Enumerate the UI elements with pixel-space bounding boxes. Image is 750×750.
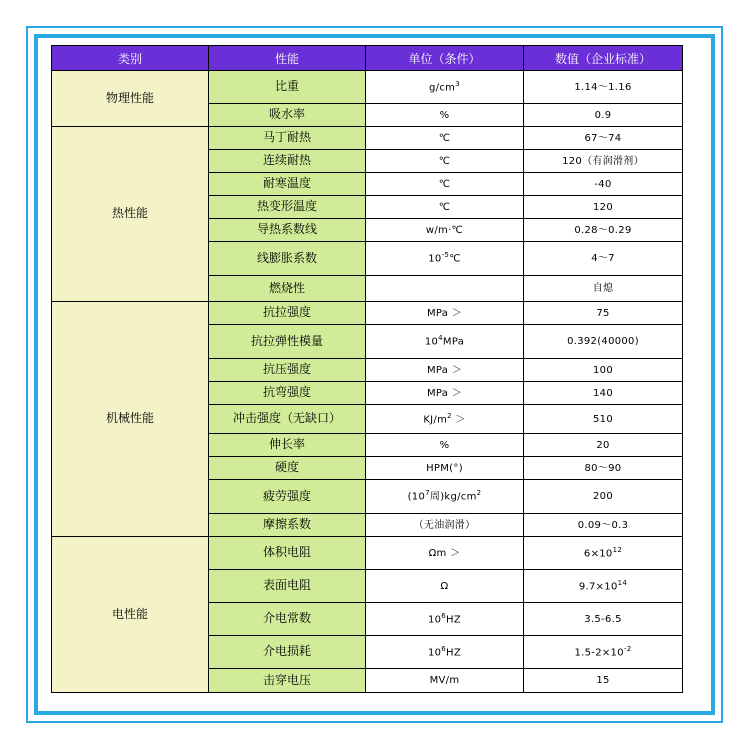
unit-cell: MPa ＞ — [366, 382, 524, 405]
unit-cell — [366, 325, 524, 359]
unit-cell: MPa ＞ — [366, 302, 524, 325]
value-cell: 4～7 — [524, 242, 683, 276]
value-base: 6×10 — [583, 548, 613, 560]
property-cell: 击穿电压 — [209, 669, 366, 693]
unit-cell: % — [366, 434, 524, 457]
unit-tail: 周)kg/cm — [429, 491, 477, 503]
property-cell: 比重 — [209, 71, 366, 104]
category-cell: 电性能 — [52, 537, 209, 693]
property-cell: 抗压强度 — [209, 359, 366, 382]
property-cell: 导热系数线 — [209, 219, 366, 242]
property-cell: 硬度 — [209, 457, 366, 480]
unit-cell — [366, 603, 524, 636]
value-cell: 75 — [524, 302, 683, 325]
category-cell: 物理性能 — [52, 71, 209, 127]
unit-tail: ℃ — [449, 253, 461, 265]
unit-cell: HPM(°) — [366, 457, 524, 480]
value-sup: 14 — [617, 578, 628, 587]
category-cell: 热性能 — [52, 127, 209, 302]
unit-sup2: 2 — [476, 489, 482, 498]
value-base: 9.7×10 — [578, 581, 618, 593]
unit-sup: -5 — [441, 251, 450, 260]
value-cell: -40 — [524, 173, 683, 196]
unit-sup: 2 — [447, 411, 452, 420]
property-cell: 介电损耗 — [209, 636, 366, 669]
unit-cell: ℃ — [366, 196, 524, 219]
property-cell: 燃烧性 — [209, 276, 366, 302]
properties-table — [51, 45, 683, 693]
value-cell: 200 — [524, 480, 683, 514]
unit-cell — [366, 405, 524, 434]
unit-cell: MV/m — [366, 669, 524, 693]
value-cell: 0.28～0.29 — [524, 219, 683, 242]
unit-sup: 6 — [441, 644, 447, 653]
value-cell — [524, 570, 683, 603]
unit-cell: （无油润滑） — [366, 514, 524, 537]
property-cell: 线膨胀系数 — [209, 242, 366, 276]
value-base: 1.5-2×10 — [574, 647, 624, 659]
unit-base: 10 — [427, 614, 442, 626]
value-cell: 0.392(40000) — [524, 325, 683, 359]
value-cell: 80～90 — [524, 457, 683, 480]
property-cell: 冲击强度（无缺口） — [209, 405, 366, 434]
category-cell: 机械性能 — [52, 302, 209, 537]
property-cell: 抗拉强度 — [209, 302, 366, 325]
unit-base: 10 — [427, 647, 442, 659]
unit-tail: HZ — [446, 614, 462, 626]
value-cell: 自熄 — [524, 276, 683, 302]
value-cell — [524, 636, 683, 669]
unit-sup: 3 — [455, 79, 460, 88]
unit-cell: ℃ — [366, 173, 524, 196]
unit-sup: 7 — [425, 489, 430, 498]
value-cell: 510 — [524, 405, 683, 434]
property-cell: 抗弯强度 — [209, 382, 366, 405]
value-cell: 0.9 — [524, 104, 683, 127]
property-cell: 体积电阻 — [209, 537, 366, 570]
unit-cell — [366, 71, 524, 104]
table-row — [52, 302, 683, 325]
unit-cell: ℃ — [366, 150, 524, 173]
property-cell: 马丁耐热 — [209, 127, 366, 150]
value-cell: 120 — [524, 196, 683, 219]
unit-base: (10 — [407, 491, 426, 503]
property-cell: 摩擦系数 — [209, 514, 366, 537]
header-category: 类别 — [52, 46, 209, 71]
unit-cell — [366, 242, 524, 276]
property-cell: 抗拉弹性模量 — [209, 325, 366, 359]
property-cell: 连续耐热 — [209, 150, 366, 173]
value-cell: 120（有润滑剂） — [524, 150, 683, 173]
table-body — [52, 71, 683, 693]
unit-tail: ＞ — [451, 414, 466, 426]
table-row — [52, 127, 683, 150]
property-cell: 热变形温度 — [209, 196, 366, 219]
unit-base: KJ/m — [423, 414, 448, 426]
unit-cell: Ω — [366, 570, 524, 603]
unit-cell: w/m·℃ — [366, 219, 524, 242]
value-sup: -2 — [623, 644, 632, 653]
unit-cell — [366, 636, 524, 669]
property-cell: 介电常数 — [209, 603, 366, 636]
unit-cell: % — [366, 104, 524, 127]
header-property: 性能 — [209, 46, 366, 71]
unit-base: 10 — [428, 253, 442, 265]
unit-sup: 4 — [438, 334, 443, 343]
unit-cell — [366, 480, 524, 514]
value-cell: 15 — [524, 669, 683, 693]
unit-cell: ℃ — [366, 127, 524, 150]
property-cell: 耐寒温度 — [209, 173, 366, 196]
value-sup: 12 — [612, 545, 623, 554]
unit-cell: Ωm ＞ — [366, 537, 524, 570]
value-cell: 140 — [524, 382, 683, 405]
value-cell: 1.14～1.16 — [524, 71, 683, 104]
header-unit: 单位（条件） — [366, 46, 524, 71]
property-cell: 吸水率 — [209, 104, 366, 127]
unit-sup: 6 — [441, 611, 447, 620]
unit-cell: MPa ＞ — [366, 359, 524, 382]
unit-base: g/cm — [429, 82, 456, 94]
value-cell: 20 — [524, 434, 683, 457]
header-row — [52, 46, 683, 71]
property-cell: 伸长率 — [209, 434, 366, 457]
value-cell: 67～74 — [524, 127, 683, 150]
value-cell: 0.09～0.3 — [524, 514, 683, 537]
property-cell: 表面电阻 — [209, 570, 366, 603]
unit-tail: MPa — [442, 336, 465, 348]
value-cell: 3.5-6.5 — [524, 603, 683, 636]
unit-cell — [366, 276, 524, 302]
table-row — [52, 71, 683, 104]
property-cell: 疲劳强度 — [209, 480, 366, 514]
value-cell — [524, 537, 683, 570]
unit-base: 10 — [424, 336, 439, 348]
value-cell: 100 — [524, 359, 683, 382]
table-row — [52, 537, 683, 570]
header-value: 数值（企业标准） — [524, 46, 683, 71]
unit-tail: HZ — [446, 647, 462, 659]
